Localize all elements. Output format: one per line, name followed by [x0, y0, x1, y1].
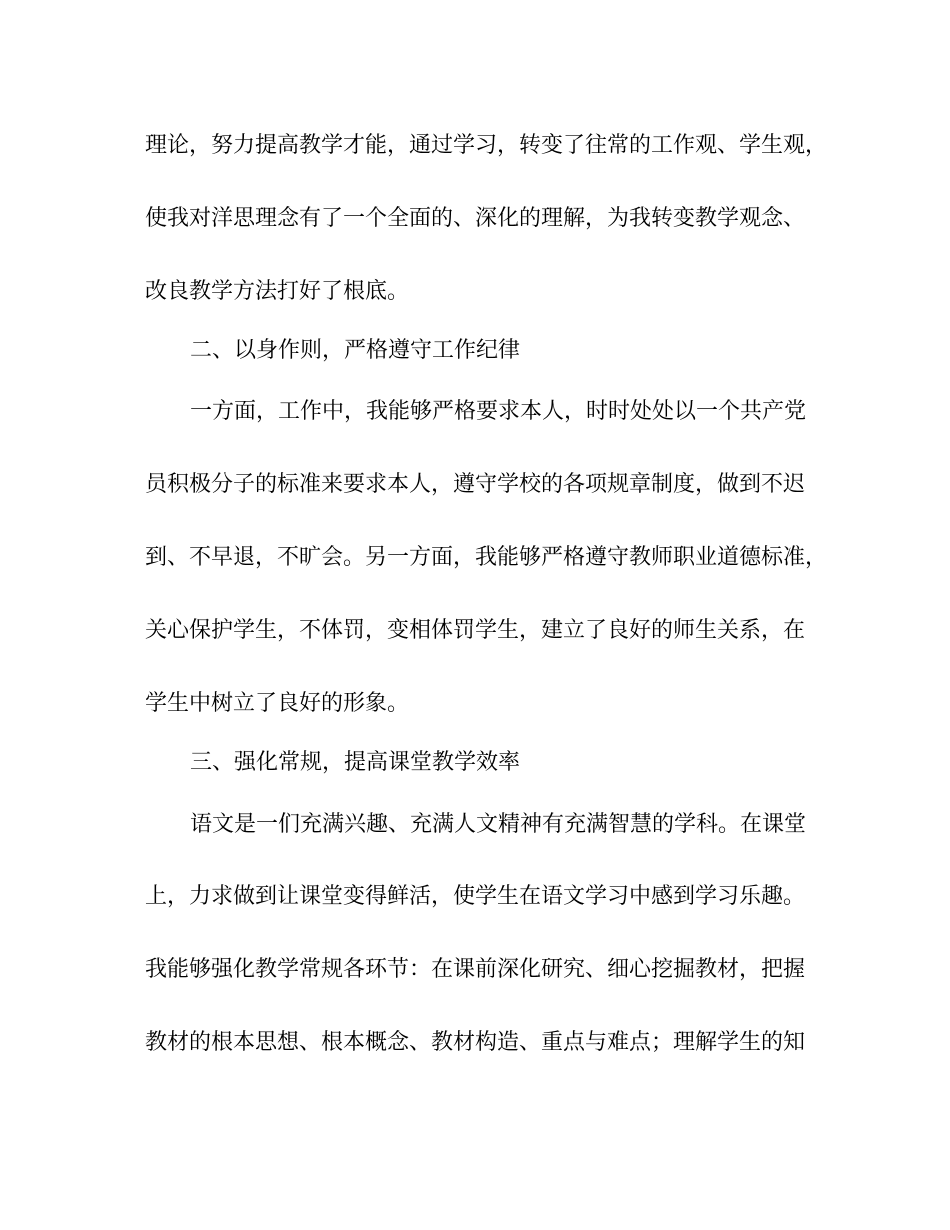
paragraph-line: 教材的根本思想、根本概念、教材构造、重点与难点；理解学生的知 — [145, 1030, 806, 1055]
section-heading: 二、以身作则，严格遵守工作纪律 — [190, 338, 521, 363]
paragraph-line: 上，力求做到让课堂变得鲜活，使学生在语文学习中感到学习乐趣。 — [145, 884, 806, 909]
paragraph-line: 关心保护学生，不体罚，变相体罚学生，建立了良好的师生关系，在 — [145, 618, 806, 643]
paragraph-line: 使我对洋思理念有了一个全面的、深化的理解，为我转变教学观念、 — [145, 206, 806, 231]
paragraph-line: 我能够强化教学常规各环节：在课前深化研究、细心挖掘教材，把握 — [145, 957, 806, 982]
paragraph-line: 员积极分子的标准来要求本人，遵守学校的各项规章制度，做到不迟 — [145, 472, 806, 497]
paragraph-line: 一方面，工作中，我能够严格要求本人，时时处处以一个共产党 — [190, 399, 807, 424]
paragraph-line: 到、不早退，不旷会。另一方面，我能够严格遵守教师职业道德标准， — [145, 545, 828, 570]
paragraph-line: 理论，努力提高教学才能，通过学习，转变了往常的工作观、学生观， — [145, 133, 828, 158]
paragraph-line: 学生中树立了良好的形象。 — [145, 691, 410, 716]
paragraph-line: 改良教学方法打好了根底。 — [145, 279, 410, 304]
section-heading: 三、强化常规，提高课堂教学效率 — [190, 750, 521, 775]
paragraph-line: 语文是一们充满兴趣、充满人文精神有充满智慧的学科。在课堂 — [190, 812, 807, 837]
